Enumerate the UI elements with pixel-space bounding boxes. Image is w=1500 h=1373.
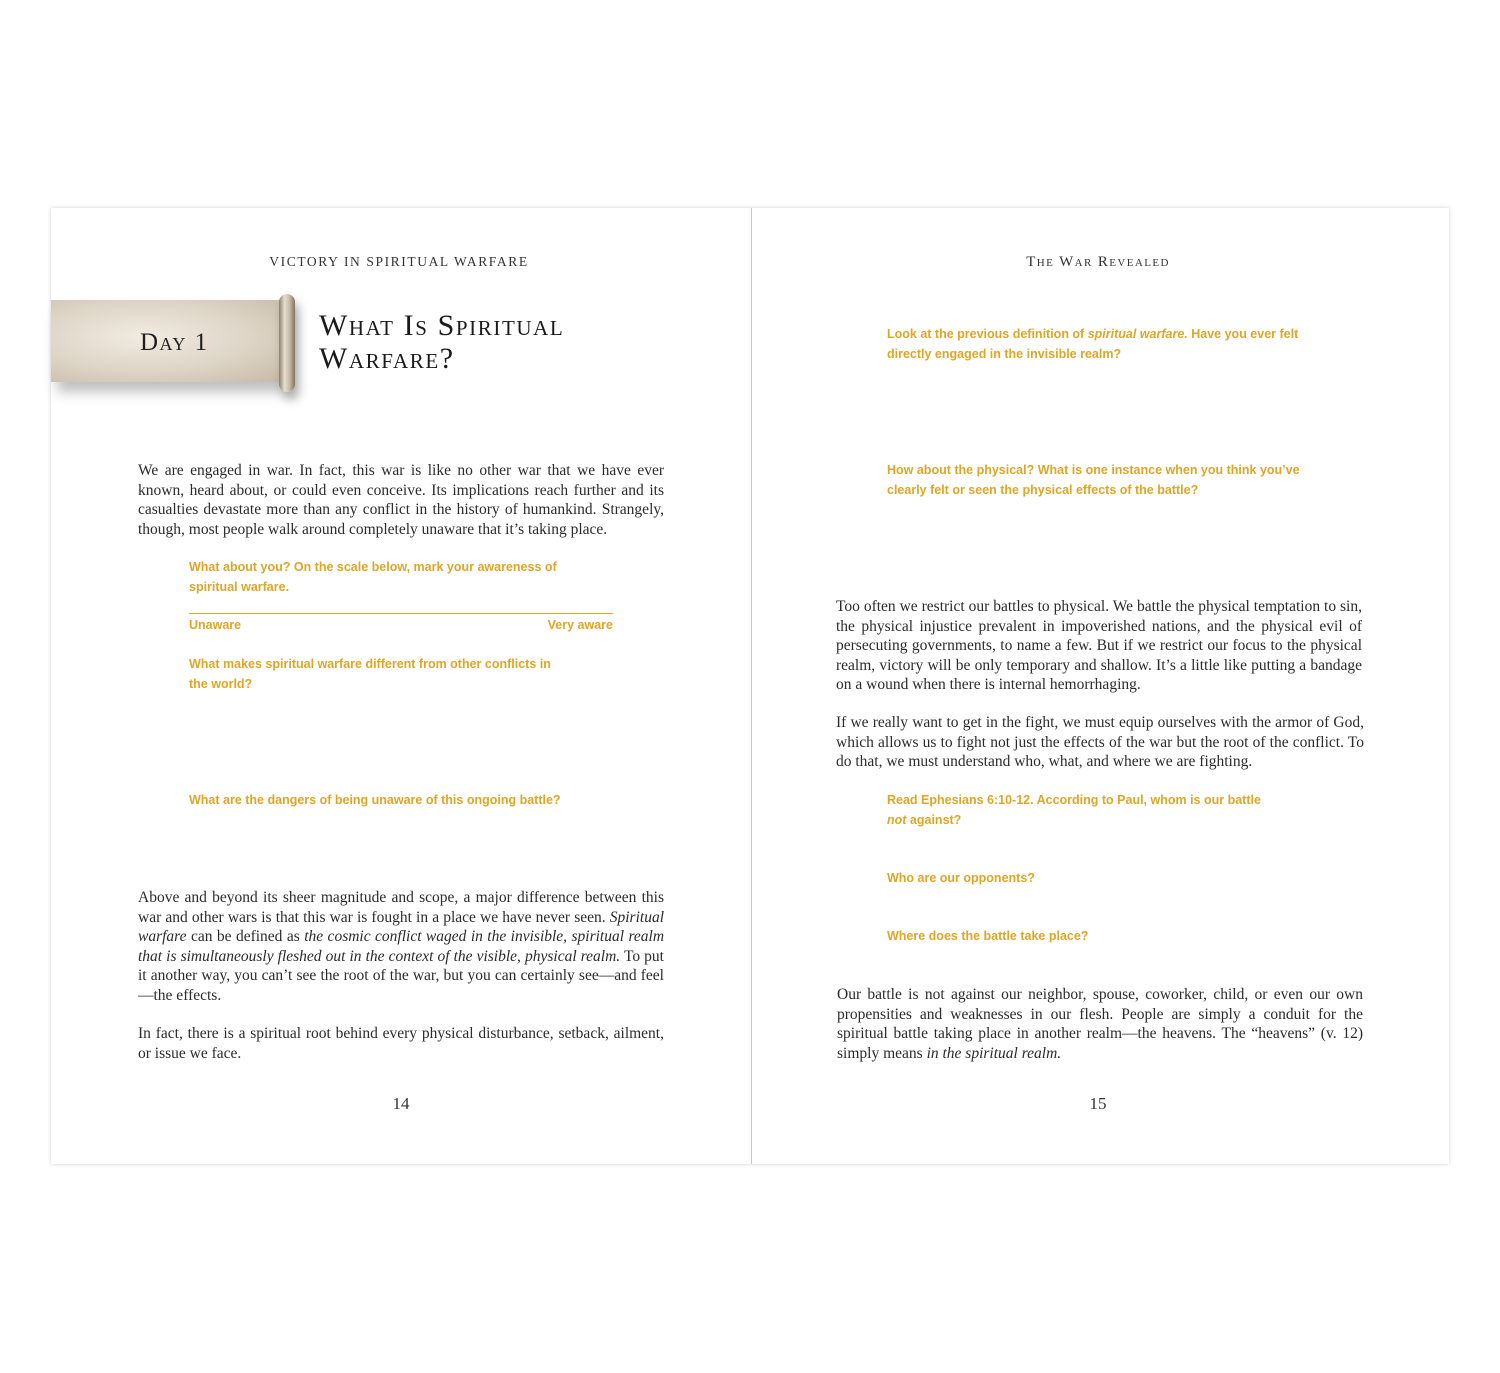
chapter-title: What Is Spiritual Warfare?: [319, 309, 565, 375]
scroll-roll-icon: [279, 294, 295, 392]
definition-text-e: To put it another way, you can’t see the root of the war, but you can certainly see—and feel—the effects.: [138, 947, 664, 1004]
awareness-scale-line[interactable]: [189, 613, 613, 614]
question-dangers: What are the dangers of being unaware of this ongoing battle?: [189, 793, 561, 807]
page-number-right: 15: [1089, 1094, 1107, 1113]
question-ephesians: [887, 791, 1307, 830]
q1-text-c: Have you ever felt directly engaged in the invisible realm?: [887, 327, 1299, 361]
running-head-right: The War Revealed: [1026, 254, 1170, 270]
right-page: [751, 208, 1449, 1164]
day-label: Day 1: [140, 329, 209, 356]
definition-text-a: Above and beyond its sheer magnitude and scope, a major difference between this war and other wars is that this war is fought in a place we have never seen.: [138, 889, 664, 926]
question-opponents: Who are our opponents?: [887, 871, 1035, 885]
q3-text-c: against?: [909, 812, 962, 827]
question-previous-definition: [887, 325, 1307, 364]
paragraph-heavens: [837, 985, 1363, 1063]
paragraph-intro: We are engaged in war. In fact, this war is like no other war that we have ever known, heard about, or could even conceive. Its implications reach further and its casualties devastate more than any conflict in the history of humankind. Strangely, though, most people walk around completely unaware that it’s taking place.: [138, 462, 664, 538]
question-difference: What makes spiritual warfare different from other conflicts in the world?: [189, 657, 551, 691]
paragraph-spiritual-root: In fact, there is a spiritual root behind every physical disturbance, setback, ailment, or issue we face.: [138, 1025, 664, 1062]
q3-emphasis: not: [887, 812, 907, 827]
scale-label-very-aware: Very aware: [547, 618, 613, 632]
question-awareness: What about you? On the scale below, mark your awareness of spiritual warfare.: [189, 560, 557, 594]
left-page: [51, 208, 751, 1164]
paragraph-definition: [138, 888, 664, 1005]
definition-text-c: can be defined as: [190, 928, 300, 945]
paragraph-restrict-battles: Too often we restrict our battles to physical. We battle the physical temptation to sin, the physical injustice prevalent in impoverished nations, and the physical evil of persecuting governments, to name a few. But if we restrict our focus to the physical realm, victory will be only temporary and shallow. It’s a little like putting a bandage on a wound when there is internal hemorrhaging.: [836, 598, 1362, 693]
definition-term: Spiritual warfare: [138, 908, 665, 945]
q3-text-a: Read Ephesians 6:10-12. According to Paul, whom is our battle: [887, 793, 1261, 807]
heavens-text-a: Our battle is not against our neighbor, spouse, coworker, child, or even our own propensities and weaknesses in our flesh. People are simply a conduit for the spiritual battle taking place in another realm—the heavens. The “heavens” (v. 12) simply means: [837, 986, 1363, 1062]
heavens-meaning: in the spiritual realm.: [926, 1044, 1062, 1062]
definition-meaning: the cosmic conflict waged in the invisible, spiritual realm that is simultaneously fleshed out in the context of the visible, physical realm.: [138, 928, 665, 965]
paragraph-armor-of-god: If we really want to get in the fight, we must equip ourselves with the armor of God, which allows us to fight not just the effects of the war but the root of the conflict. To do that, we must understand who, what, and where we are fighting.: [836, 714, 1364, 770]
question-battle-location: Where does the battle take place?: [887, 929, 1089, 943]
question-physical: How about the physical? What is one instance when you think you’ve clearly felt or seen the physical effects of the battle?: [887, 463, 1300, 497]
q1-term: spiritual warfare.: [1087, 327, 1188, 341]
running-head-left: VICTORY IN SPIRITUAL WARFARE: [269, 254, 529, 269]
scale-label-unaware: Unaware: [189, 618, 242, 632]
page-number-left: 14: [392, 1094, 410, 1113]
book-spread: [51, 208, 1449, 1164]
q1-text-a: Look at the previous definition of: [887, 327, 1085, 341]
